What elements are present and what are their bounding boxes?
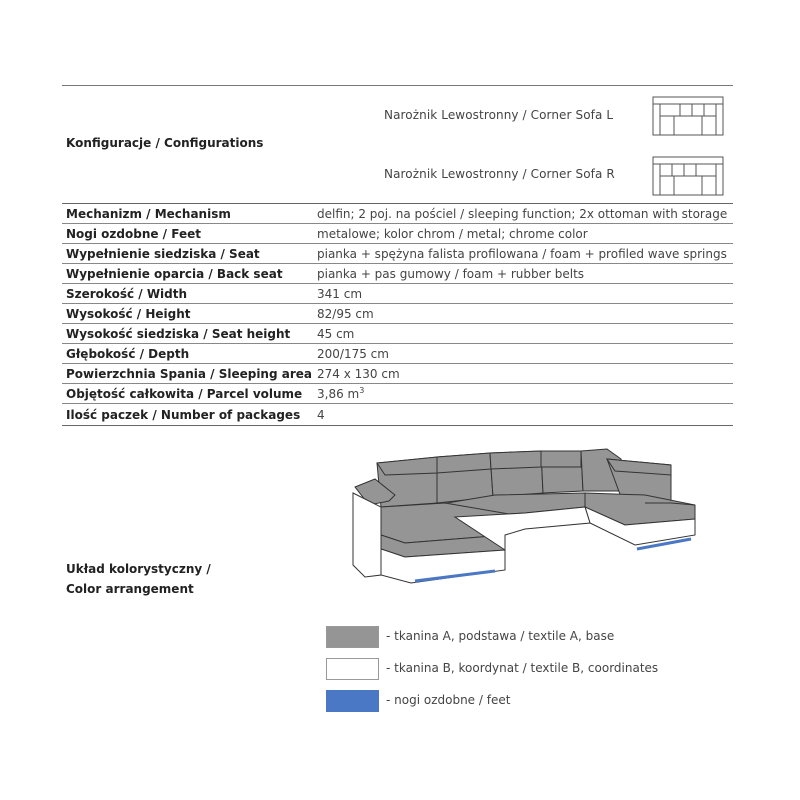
spec-row-feet [62, 224, 733, 244]
spec-row-height [62, 304, 733, 324]
spec-value [317, 386, 733, 401]
config-right-label: Narożnik Lewostronny / Corner Sofa R [384, 167, 615, 181]
volume-unit-superscript: 3 [359, 386, 365, 395]
spec-label: Wysokość siedziska / Seat height [66, 326, 291, 341]
spec-label: Wypełnienie oparcia / Back seat [66, 266, 283, 281]
spec-label: Wysokość / Height [66, 306, 191, 321]
spec-label: Szerokość / Width [66, 286, 188, 301]
spec-value: 45 cm [317, 326, 355, 341]
spec-row-seat [62, 244, 733, 264]
spec-value: 274 x 130 cm [317, 366, 400, 381]
top-divider [62, 85, 733, 86]
spec-value: pianka + spężyna falista profilowana / foam + profiled wave springs [317, 246, 727, 261]
spec-row-back-seat [62, 264, 733, 284]
spec-row-width [62, 284, 733, 304]
spec-row-parcel-volume [62, 384, 733, 404]
spec-label: Głębokość / Depth [66, 346, 190, 361]
legend-text: - tkanina B, koordynat / textile B, coordinates [386, 661, 659, 675]
color-arrangement-title-line2: Color arrangement [66, 582, 194, 596]
config-left-label: Narożnik Lewostronny / Corner Sofa L [384, 108, 614, 122]
spec-value: metalowe; kolor chrom / metal; chrome color [317, 226, 588, 241]
spec-row-seat-height [62, 324, 733, 344]
volume-value: 3,86 m [317, 387, 360, 401]
spec-label: Powierzchnia Spania / Sleeping area [66, 366, 312, 381]
color-arrangement-title-line1: Układ kolorystyczny / [66, 562, 211, 576]
spec-value: delfin; 2 poj. na pościel / sleeping function; 2x ottoman with storage [317, 206, 728, 221]
specs-table [62, 203, 733, 426]
spec-label: Wypełnienie siedziska / Seat [66, 246, 260, 261]
spec-value: 200/175 cm [317, 346, 389, 361]
legend-swatch-textile-a [326, 626, 379, 648]
spec-value: 82/95 cm [317, 306, 374, 321]
spec-value: 4 [317, 407, 325, 422]
spec-label: Mechanizm / Mechanism [66, 206, 231, 221]
corner-sofa-right-icon [652, 156, 724, 196]
legend-swatch-textile-b [326, 658, 379, 680]
legend-swatch-feet [326, 690, 379, 712]
spec-label: Objętość całkowita / Parcel volume [66, 386, 303, 401]
corner-sofa-left-icon [652, 96, 724, 136]
spec-row-mechanism [62, 204, 733, 224]
spec-label: Ilość paczek / Number of packages [66, 407, 301, 422]
spec-value: pianka + pas gumowy / foam + rubber belts [317, 266, 585, 281]
spec-label: Nogi ozdobne / Feet [66, 226, 201, 241]
sofa-illustration [345, 445, 710, 595]
spec-value: 341 cm [317, 286, 363, 301]
legend-text: - tkanina A, podstawa / textile A, base [386, 629, 615, 643]
spec-row-depth [62, 344, 733, 364]
configurations-title: Konfiguracje / Configurations [66, 136, 264, 150]
legend-text: - nogi ozdobne / feet [386, 693, 511, 707]
spec-row-sleeping-area [62, 364, 733, 384]
color-arrangement-title [66, 559, 211, 599]
spec-row-packages [62, 404, 733, 426]
